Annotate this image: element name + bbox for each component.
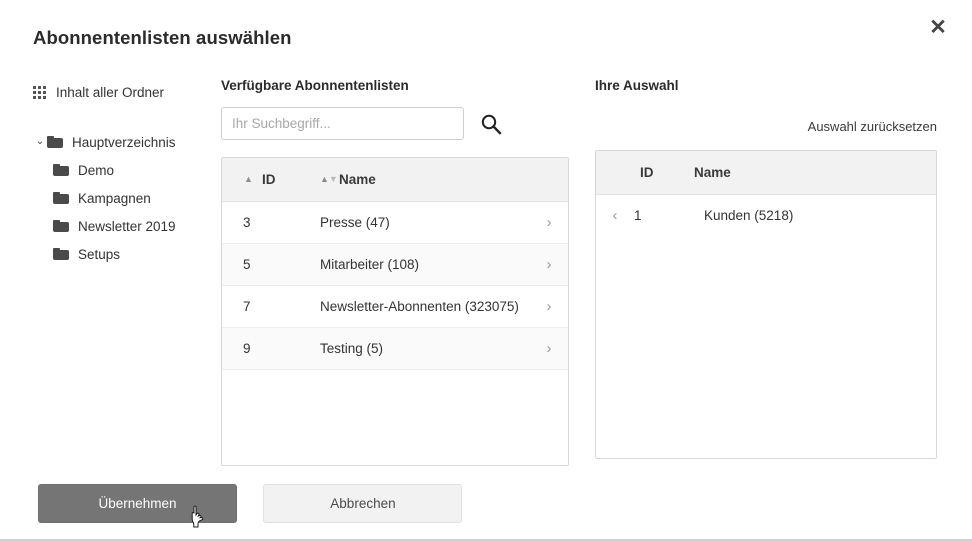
sort-both-icon: ▲▼	[320, 174, 338, 184]
grid-icon	[33, 86, 46, 99]
search-icon[interactable]	[480, 113, 502, 135]
search-input[interactable]	[221, 107, 464, 140]
table-header	[596, 151, 936, 195]
column-header-id: ID	[640, 165, 654, 180]
chevron-right-icon[interactable]: ›	[546, 214, 552, 231]
reset-selection-link[interactable]: Auswahl zurücksetzen	[807, 119, 937, 134]
chevron-right-icon[interactable]: ›	[546, 340, 552, 357]
tree-item-label: Kampagnen	[78, 190, 151, 206]
cell-name: Presse (47)	[320, 215, 390, 230]
chevron-right-icon[interactable]: ›	[546, 256, 552, 273]
table-row[interactable]	[222, 328, 568, 370]
cell-id: 9	[243, 341, 251, 356]
column-header-name: Name	[694, 165, 731, 180]
cell-id: 1	[634, 208, 642, 223]
tree-item-label: Setups	[78, 246, 121, 262]
column-header-id[interactable]: ▲ ID	[244, 172, 276, 187]
available-lists-panel	[221, 78, 569, 466]
dialog-actions	[38, 484, 462, 523]
folder-icon	[53, 192, 69, 204]
folder-icon	[53, 220, 69, 232]
chevron-right-icon[interactable]: ›	[546, 298, 552, 315]
available-lists-heading: Verfügbare Abonnentenlisten	[221, 78, 409, 93]
tree-item-label: Newsletter 2019	[78, 218, 176, 234]
cell-id: 3	[243, 215, 251, 230]
selection-table	[595, 150, 937, 459]
cell-id: 5	[243, 257, 251, 272]
cell-name: Testing (5)	[320, 341, 384, 356]
tree-item-root-label: Hauptverzeichnis	[72, 134, 176, 150]
table-row[interactable]	[222, 244, 568, 286]
tree-item-all-folders[interactable]	[33, 78, 208, 106]
available-lists-table	[221, 157, 569, 466]
selection-heading: Ihre Auswahl	[595, 78, 679, 93]
folder-tree	[33, 78, 208, 268]
tree-item-setups[interactable]	[33, 240, 208, 268]
cell-name: Kunden (5218)	[704, 208, 794, 223]
table-row[interactable]	[596, 195, 936, 236]
sort-ascending-icon: ▲	[244, 174, 253, 184]
cell-name: Mitarbeiter (108)	[320, 257, 420, 272]
confirm-button[interactable]: Übernehmen	[38, 484, 237, 523]
table-header	[222, 158, 568, 202]
table-row[interactable]	[222, 286, 568, 328]
tree-item-demo[interactable]	[33, 156, 208, 184]
cancel-button[interactable]: Abbrechen	[263, 484, 462, 523]
table-row[interactable]	[222, 202, 568, 244]
cell-id: 7	[243, 299, 251, 314]
tree-item-root[interactable]	[33, 128, 208, 156]
selection-panel	[595, 78, 937, 459]
chevron-left-icon[interactable]: ‹	[612, 207, 618, 224]
cell-name: Newsletter-Abonnenten (323075)	[320, 299, 519, 314]
close-icon[interactable]: ✕	[929, 16, 947, 39]
folder-icon	[53, 164, 69, 176]
dialog-title: Abonnentenlisten auswählen	[33, 27, 292, 48]
tree-item-newsletter-2019[interactable]	[33, 212, 208, 240]
folder-icon	[47, 136, 63, 148]
column-header-name[interactable]: ▲▼ Name	[320, 172, 376, 187]
tree-item-label: Demo	[78, 162, 115, 178]
folder-icon	[53, 248, 69, 260]
tree-item-kampagnen[interactable]	[33, 184, 208, 212]
search-row	[221, 107, 569, 140]
tree-item-all-folders-label: Inhalt aller Ordner	[56, 84, 165, 100]
chevron-down-icon[interactable]: ⌄	[35, 136, 45, 147]
